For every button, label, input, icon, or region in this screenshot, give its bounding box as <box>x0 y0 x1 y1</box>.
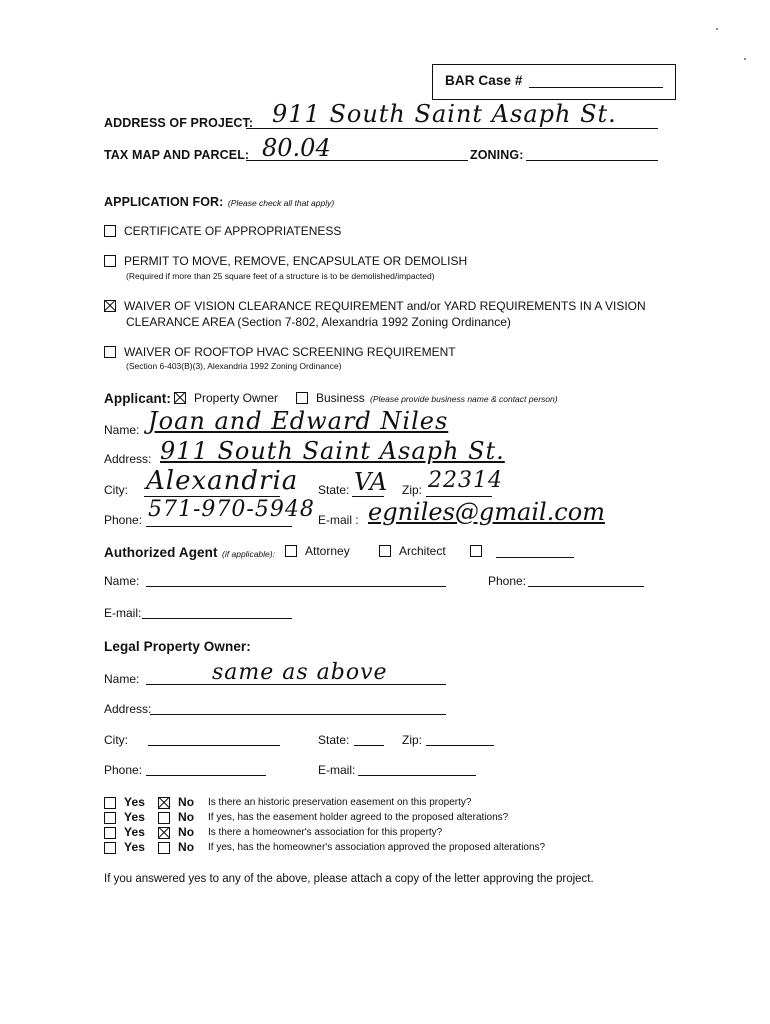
agent-heading: Authorized Agent <box>104 545 218 560</box>
agent-heading-row <box>104 544 275 562</box>
tax-map-label: TAX MAP AND PARCEL: <box>104 148 250 162</box>
q2-yes-label: Yes <box>124 810 145 824</box>
owner-phone-field[interactable] <box>146 775 266 776</box>
q2-no-label: No <box>178 810 195 824</box>
applicant-email-value[interactable]: egniles@gmail.com <box>368 498 605 526</box>
bar-case-box <box>432 64 676 100</box>
applicant-address-value[interactable]: 911 South Saint Asaph St. <box>160 437 505 465</box>
permit-checkbox[interactable] <box>104 255 116 267</box>
applicant-name-label: Name: <box>104 423 140 437</box>
owner-name-value: same as above <box>212 660 388 685</box>
owner-city-label: City: <box>104 733 128 747</box>
q4-yes-checkbox[interactable] <box>104 842 116 854</box>
agent-note: (if applicable): <box>222 549 275 559</box>
applicant-state-field[interactable] <box>352 496 384 497</box>
owner-email-label: E-mail: <box>318 763 356 777</box>
business-checkbox[interactable] <box>296 392 308 404</box>
owner-city-field[interactable] <box>148 745 280 746</box>
waiver-hvac-checkbox[interactable] <box>104 346 116 358</box>
agent-name-label: Name: <box>104 574 140 588</box>
owner-address-label: Address: <box>104 702 152 716</box>
certificate-checkbox[interactable] <box>104 225 116 237</box>
q4-text: If yes, has the homeowner's association approved the proposed alterations? <box>208 842 546 853</box>
q4-no-checkbox[interactable] <box>158 842 170 854</box>
architect-label: Architect <box>399 544 446 558</box>
q1-yes-checkbox[interactable] <box>104 797 116 809</box>
applicant-zip-value: 22314 <box>428 468 503 493</box>
permit-note: (Required if more than 25 square feet of a structure is to be demolished/impacted) <box>126 271 435 281</box>
applicant-zip-field[interactable] <box>426 496 492 497</box>
applicant-phone-value: 571-970-5948 <box>148 497 315 522</box>
application-heading: APPLICATION FOR: <box>104 195 224 209</box>
owner-state-field[interactable] <box>354 745 384 746</box>
project-address-field[interactable] <box>246 128 658 129</box>
waiver-vision-checkbox[interactable] <box>104 300 116 312</box>
scan-speck <box>716 28 718 30</box>
project-address-value: 911 South Saint Asaph St. <box>272 100 617 128</box>
questions-footer: If you answered yes to any of the above, please attach a copy of the letter approving the project. <box>104 873 594 885</box>
owner-zip-label: Zip: <box>402 733 423 747</box>
business-note: (Please provide business name & contact person) <box>370 394 558 404</box>
applicant-name-value[interactable]: Joan and Edward Niles <box>148 407 449 435</box>
q3-no-checkbox[interactable] <box>158 827 170 839</box>
scan-speck <box>744 58 746 60</box>
waiver-vision-label: WAIVER OF VISION CLEARANCE REQUIREMENT and/or YARD REQUIREMENTS IN A VISION <box>124 299 646 313</box>
applicant-zip-label: Zip: <box>402 483 423 497</box>
attorney-checkbox[interactable] <box>285 545 297 557</box>
q2-text: If yes, has the easement holder agreed to the proposed alterations? <box>208 812 509 823</box>
attorney-label: Attorney <box>305 544 350 558</box>
architect-checkbox[interactable] <box>379 545 391 557</box>
zoning-label: ZONING: <box>470 148 524 162</box>
owner-name-label: Name: <box>104 672 140 686</box>
applicant-email-label: E-mail : <box>318 513 359 527</box>
certificate-label: CERTIFICATE OF APPROPRIATENESS <box>124 224 342 238</box>
application-note: (Please check all that apply) <box>227 198 335 208</box>
applicant-state-value: VA <box>354 468 388 496</box>
tax-map-value: 80.04 <box>262 134 331 162</box>
agent-phone-label: Phone: <box>488 574 527 588</box>
owner-email-field[interactable] <box>358 775 476 776</box>
zoning-field[interactable] <box>526 160 658 161</box>
agent-email-field[interactable] <box>142 618 292 619</box>
q2-yes-checkbox[interactable] <box>104 812 116 824</box>
agent-phone-field[interactable] <box>528 586 644 587</box>
q3-text: Is there a homeowner's association for this property? <box>208 827 443 838</box>
q1-no-label: No <box>178 795 195 809</box>
q4-yes-label: Yes <box>124 840 145 854</box>
business-label: Business <box>316 391 365 405</box>
waiver-vision-label-line2: CLEARANCE AREA (Section 7-802, Alexandria 1992 Zoning Ordinance) <box>126 315 511 329</box>
other-checkbox[interactable] <box>470 545 482 557</box>
owner-address-field[interactable] <box>150 714 446 715</box>
applicant-state-label: State: <box>318 483 350 497</box>
applicant-phone-label: Phone: <box>104 513 143 527</box>
bar-case-field[interactable] <box>529 87 663 88</box>
applicant-address-label: Address: <box>104 452 152 466</box>
application-heading-row <box>104 193 334 211</box>
waiver-hvac-label: WAIVER OF ROOFTOP HVAC SCREENING REQUIREMENT <box>124 345 456 359</box>
property-owner-label: Property Owner <box>194 391 279 405</box>
bar-case-label: BAR Case # <box>445 73 523 88</box>
applicant-phone-field[interactable] <box>146 526 292 527</box>
q4-no-label: No <box>178 840 195 854</box>
q3-yes-label: Yes <box>124 825 145 839</box>
q3-yes-checkbox[interactable] <box>104 827 116 839</box>
q1-no-checkbox[interactable] <box>158 797 170 809</box>
project-address-label: ADDRESS OF PROJECT: <box>104 116 254 130</box>
owner-phone-label: Phone: <box>104 763 143 777</box>
q3-no-label: No <box>178 825 195 839</box>
permit-label: PERMIT TO MOVE, REMOVE, ENCAPSULATE OR DEMOLISH <box>124 254 468 268</box>
owner-state-label: State: <box>318 733 350 747</box>
q1-text: Is there an historic preservation easement on this property? <box>208 797 472 808</box>
property-owner-checkbox[interactable] <box>174 392 186 404</box>
q1-yes-label: Yes <box>124 795 145 809</box>
applicant-city-label: City: <box>104 483 128 497</box>
agent-name-field[interactable] <box>146 586 446 587</box>
owner-heading: Legal Property Owner: <box>104 639 251 654</box>
owner-zip-field[interactable] <box>426 745 494 746</box>
other-field[interactable] <box>496 557 574 558</box>
waiver-hvac-note: (Section 6-403(B)(3), Alexandria 1992 Zoning Ordinance) <box>126 361 342 371</box>
applicant-heading: Applicant: <box>104 391 171 406</box>
agent-email-label: E-mail: <box>104 606 142 620</box>
q2-no-checkbox[interactable] <box>158 812 170 824</box>
applicant-city-value: Alexandria <box>146 466 299 496</box>
